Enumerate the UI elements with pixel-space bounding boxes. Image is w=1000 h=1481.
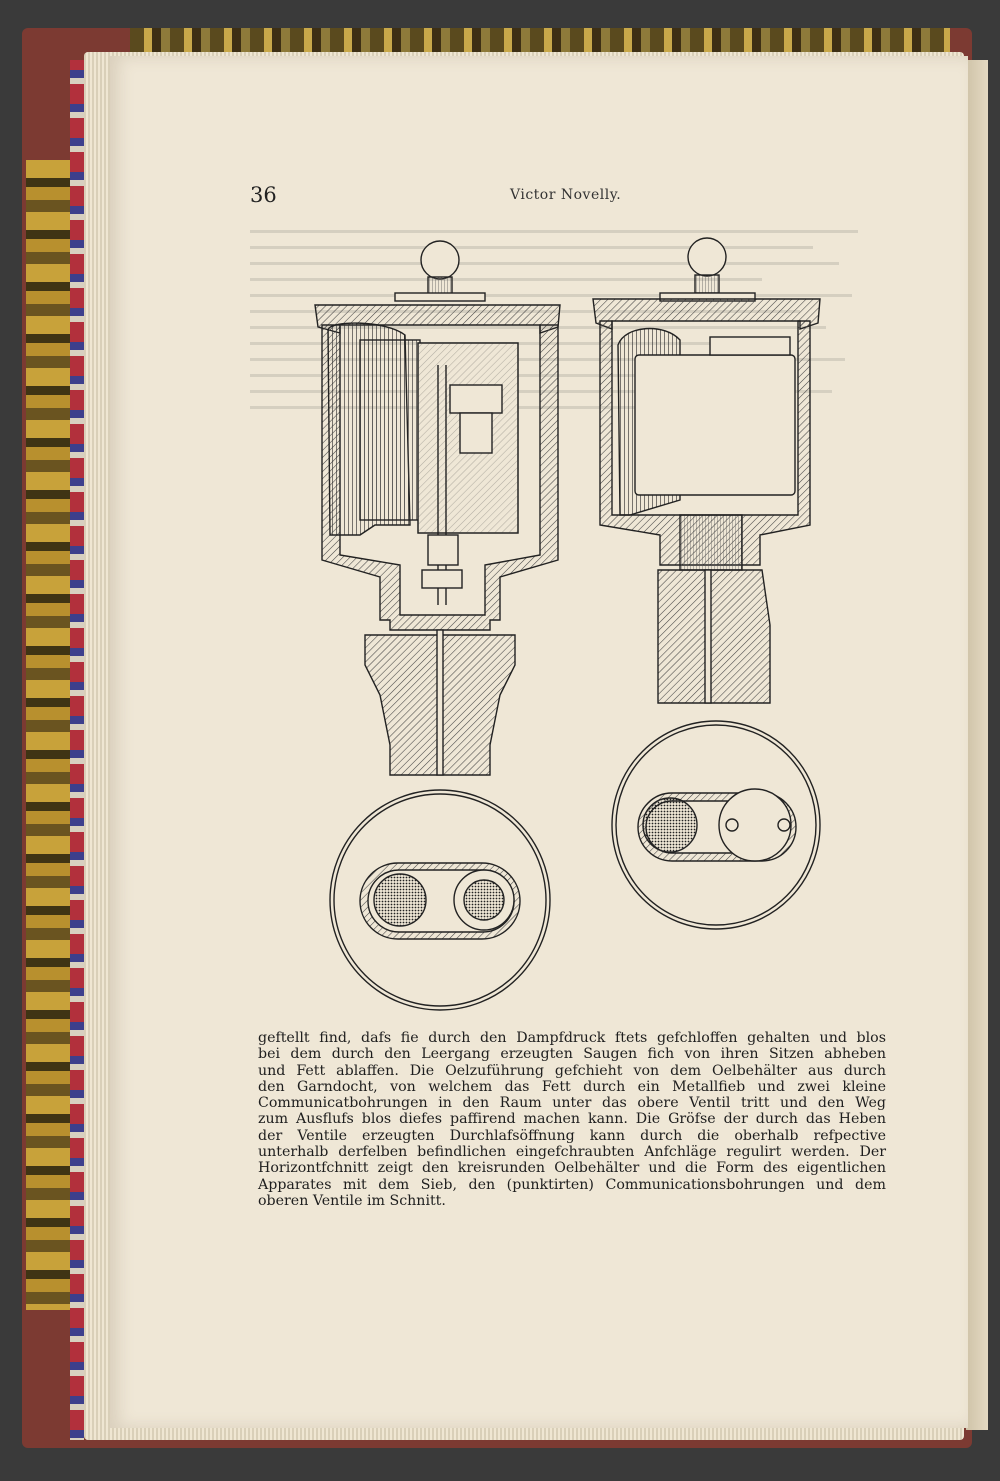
paragraph-line: zum Ausflufs blos diefes paffirend machen kann. Die Gröfse der durch das Heben bbox=[258, 1111, 886, 1128]
paragraph-line: der Ventile erzeugten Durchlafsöffnung kann durch die oberhalb refpective bbox=[258, 1127, 886, 1144]
body-paragraph bbox=[258, 1030, 886, 1209]
paragraph-line: unterhalb derfelben befindlichen eingefchraubten Anfchläge regulirt werden. Der bbox=[258, 1144, 886, 1161]
paragraph-line: Horizontfchnitt zeigt den kreisrunden Oelbehälter und die Form des eigentlichen bbox=[258, 1160, 886, 1177]
paragraph-line: oberen Ventile im Schnitt. bbox=[258, 1192, 446, 1209]
paragraph-line: Communicatbohrungen in den Raum unter das obere Ventil tritt und den Weg bbox=[258, 1095, 886, 1112]
page-number: 36 bbox=[250, 183, 277, 207]
page-header bbox=[250, 183, 890, 213]
paragraph-line: geftellt find, dafs fie durch den Dampfdruck ftets gefchloffen gehalten und blos bbox=[258, 1030, 886, 1046]
right-horizontal-section bbox=[612, 721, 820, 929]
paragraph-line: bei dem durch den Leergang erzeugten Saugen fich von ihren Sitzen abheben bbox=[258, 1046, 886, 1063]
page-gutter bbox=[966, 60, 988, 1430]
lubricator-engraving bbox=[300, 225, 840, 1025]
marbled-cover-top bbox=[130, 28, 950, 54]
left-horizontal-section bbox=[330, 790, 550, 1010]
marbled-page-edge bbox=[70, 60, 84, 1440]
paragraph-line: und Fett ablaffen. Die Oelzuführung gefchieht von dem Oelbehälter aus durch bbox=[258, 1062, 886, 1079]
running-title: Victor Novelly. bbox=[510, 187, 622, 203]
paragraph-line: den Garndocht, von welchem das Fett durch ein Metallfieb und zwei kleine bbox=[258, 1078, 886, 1095]
left-lubricator-section bbox=[315, 241, 560, 775]
marbled-cover-left bbox=[26, 160, 72, 1310]
right-lubricator-section bbox=[593, 238, 820, 703]
paragraph-line: Apparates mit dem Sieb, den (punktirten) Communicationsbohrungen und dem bbox=[258, 1176, 886, 1193]
